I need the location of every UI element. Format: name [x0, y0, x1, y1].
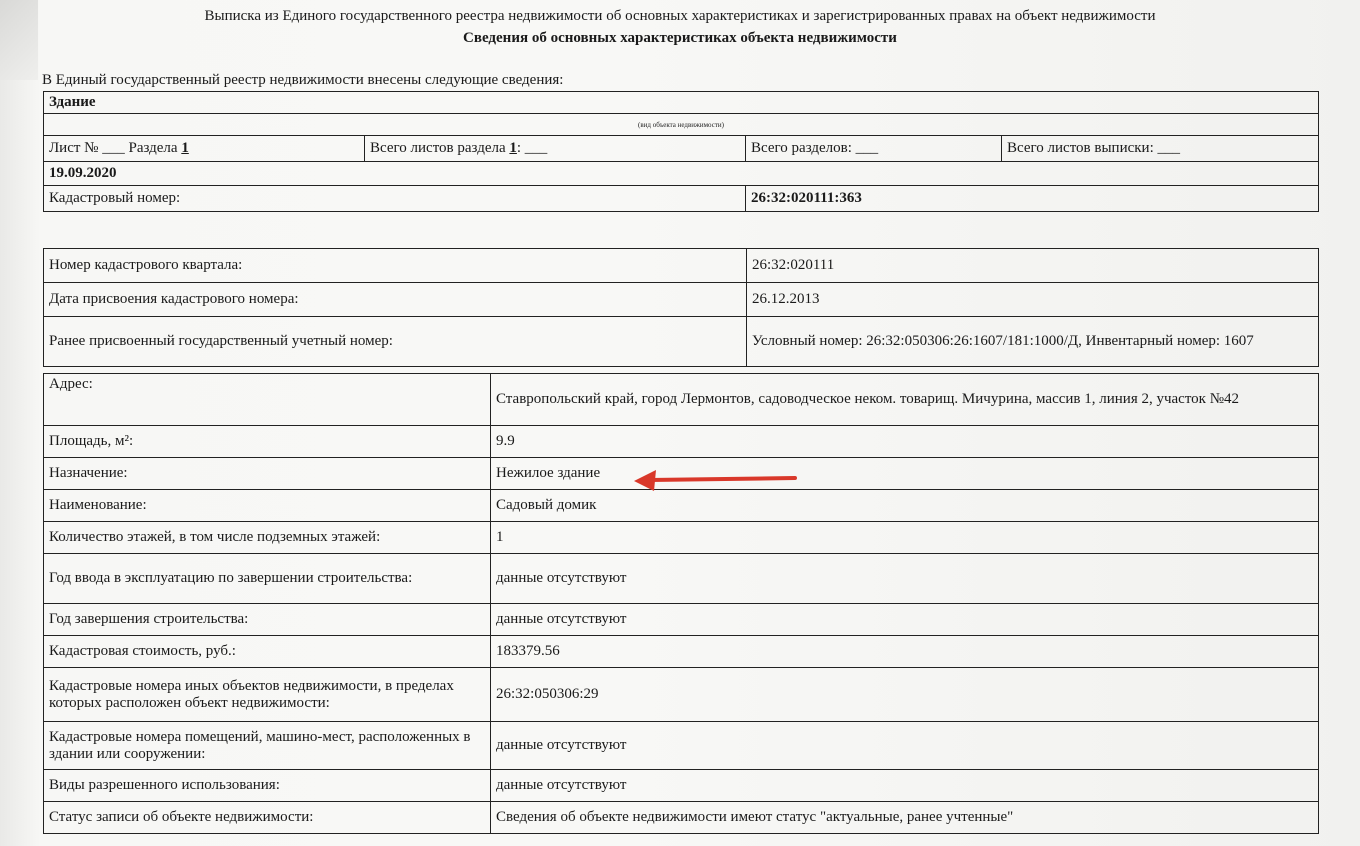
row-label: Площадь, м²: — [44, 426, 491, 458]
quarter-table — [43, 248, 1319, 367]
row-label: Количество этажей, в том числе подземных этажей: — [44, 522, 491, 554]
row-label: Назначение: — [44, 458, 491, 490]
total-sheets-value: 1 — [509, 140, 517, 156]
row-value: Нежилое здание — [491, 458, 1319, 490]
row-value: 1 — [491, 522, 1319, 554]
row-value: данные отсутствуют — [491, 554, 1319, 604]
header-table — [43, 91, 1319, 212]
quarter-label: Номер кадастрового квартала: — [44, 249, 747, 283]
total-sheets-label: Всего листов раздела — [370, 140, 506, 156]
document-title: Выписка из Единого государственного реестра недвижимости об основных характеристиках и зарегистрированных правах на объект недвижимости — [204, 8, 1156, 24]
characteristics-table — [43, 373, 1319, 834]
quarter-value: 26:32:020111 — [747, 249, 1319, 283]
row-value: данные отсутствуют — [491, 722, 1319, 770]
document-subtitle: Сведения об основных характеристиках объекта недвижимости — [463, 30, 897, 46]
row-label: Адрес: — [44, 374, 491, 426]
cadastral-label: Кадастровый номер: — [44, 186, 746, 212]
row-label: Год завершения строительства: — [44, 604, 491, 636]
row-label: Кадастровая стоимость, руб.: — [44, 636, 491, 668]
row-value: Ставропольский край, город Лермонтов, садоводческое неком. товарищ. Мичурина, массив 1, линия 2, участок №42 — [491, 374, 1319, 426]
total-sheets-suffix: : ___ — [516, 140, 548, 156]
object-kind-caption: (вид объекта недвижимости) — [44, 114, 1319, 136]
row-label: Кадастровые номера помещений, машино-мест, расположенных в здании или сооружении: — [44, 722, 491, 770]
row-label: Кадастровые номера иных объектов недвижимости, в пределах которых расположен объект недвижимости: — [44, 668, 491, 722]
row-value: данные отсутствуют — [491, 604, 1319, 636]
object-kind: Здание — [44, 92, 1319, 114]
row-value: 183379.56 — [491, 636, 1319, 668]
row-label: Наименование: — [44, 490, 491, 522]
row-label: Виды разрешенного использования: — [44, 770, 491, 802]
total-sections: Всего разделов: ___ — [746, 136, 1002, 162]
assign-date-value: 26.12.2013 — [747, 283, 1319, 317]
sheet-section: 1 — [181, 140, 189, 156]
extract-date: 19.09.2020 — [44, 162, 1319, 186]
row-value: Сведения об объекте недвижимости имеют статус "актуальные, ранее учтенные" — [491, 802, 1319, 834]
row-label: Год ввода в эксплуатацию по завершении строительства: — [44, 554, 491, 604]
prev-number-value: Условный номер: 26:32:050306:26:1607/181:1000/Д, Инвентарный номер: 1607 — [747, 317, 1319, 367]
arrow-left-icon — [632, 468, 802, 494]
assign-date-label: Дата присвоения кадастрового номера: — [44, 283, 747, 317]
row-value: Садовый домик — [491, 490, 1319, 522]
row-value: 26:32:050306:29 — [491, 668, 1319, 722]
row-label: Статус записи об объекте недвижимости: — [44, 802, 491, 834]
row-value: данные отсутствуют — [491, 770, 1319, 802]
prev-number-label: Ранее присвоенный государственный учетный номер: — [44, 317, 747, 367]
sheet-cell — [44, 136, 365, 162]
cadastral-value: 26:32:020111:363 — [746, 186, 1319, 212]
total-sheets-cell — [365, 136, 746, 162]
intro-text: В Единый государственный реестр недвижимости внесены следующие сведения: — [42, 72, 564, 88]
sheet-label: Лист № ___ Раздела — [49, 140, 178, 156]
row-value: 9.9 — [491, 426, 1319, 458]
total-extract-sheets: Всего листов выписки: ___ — [1002, 136, 1319, 162]
